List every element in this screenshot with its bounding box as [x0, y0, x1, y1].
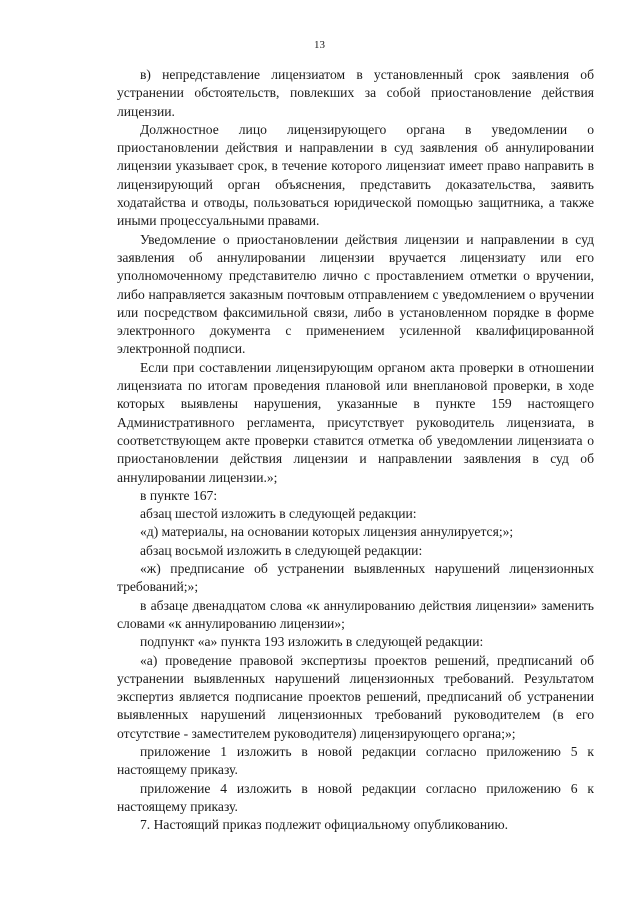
paragraph-eighth-abzac: абзац восьмой изложить в следующей редакции: — [140, 542, 423, 558]
paragraph-clause-a: «а) проведение правовой экспертизы проектов решений, предписаний об устранении выявленных нарушений лицензионных требований. Результатом экспертиз является подписание проектов решений, предписаний об устранении выявленных нарушений лицензионных требований руководителем (в его отсутствие - заместителем руководителя) лицензирующего органа;»; — [117, 652, 594, 741]
paragraph-clause-v: в) непредставление лицензиатом в установленный срок заявления об устранении обстоятельств, повлекших за собой приостановление действия лицензии. — [117, 67, 594, 119]
paragraph-notice-delivery: Уведомление о приостановлении действия лицензии и направлении в суд заявления об аннулировании лицензии вручается лицензиату или его уполномоченному представителю лично с проставлением отметки о вручении, либо направляется заказным почтовым отправлением с уведомлением о вручении или посредством факсимильной связи, либо в установленном порядке в форме электронного документа с применением усиленной квалифицированной электронной подписи. — [117, 231, 594, 357]
page-number: 13 — [314, 39, 325, 51]
paragraph-point-7: 7. Настоящий приказ подлежит официальному опубликованию. — [140, 817, 508, 833]
paragraph-sixth-abzac: абзац шестой изложить в следующей редакции: — [140, 506, 417, 522]
paragraph-subpoint-a-193: подпункт «а» пункта 193 изложить в следующей редакции: — [140, 634, 484, 650]
paragraph-point-167: в пункте 167: — [140, 487, 218, 503]
paragraph-twelfth-abzac: в абзаце двенадцатом слова «к аннулированию действия лицензии» заменить словами «к аннулированию лицензии»; — [117, 597, 594, 631]
paragraph-clause-d: «д) материалы, на основании которых лицензия аннулируется;»; — [140, 524, 514, 540]
paragraph-clause-zh: «ж) предписание об устранении выявленных нарушений лицензионных требований;»; — [117, 561, 594, 595]
paragraph-appendix-4: приложение 4 изложить в новой редакции согласно приложению 6 к настоящему приказу. — [117, 780, 594, 814]
paragraph-official-notice-term: Должностное лицо лицензирующего органа в уведомлении о приостановлении действия и направлении в суд заявления об аннулировании лицензии указывает срок, в течение которого лицензиат имеет право направить в лицензирующий орган объяснения, представить доказательства, заявить ходатайства и отводы, пользоваться юридической помощью защитника, а также иными процессуальными правами. — [117, 121, 594, 229]
document-body — [117, 66, 594, 834]
paragraph-inspection-act: Если при составлении лицензирующим органом акта проверки в отношении лицензиата по итогам проведения плановой или внеплановой проверки, в ходе которых выявлены нарушения, указанные в пункте 159 настоящего Административного регламента, присутствует руководитель лицензиата, в соответствующем акте проверки ставится отметка об уведомлении лицензиата о приостановлении действия лицензии и направлении заявления в суд об аннулировании лицензии.»; — [117, 359, 594, 485]
paragraph-appendix-1: приложение 1 изложить в новой редакции согласно приложению 5 к настоящему приказу. — [117, 743, 594, 778]
